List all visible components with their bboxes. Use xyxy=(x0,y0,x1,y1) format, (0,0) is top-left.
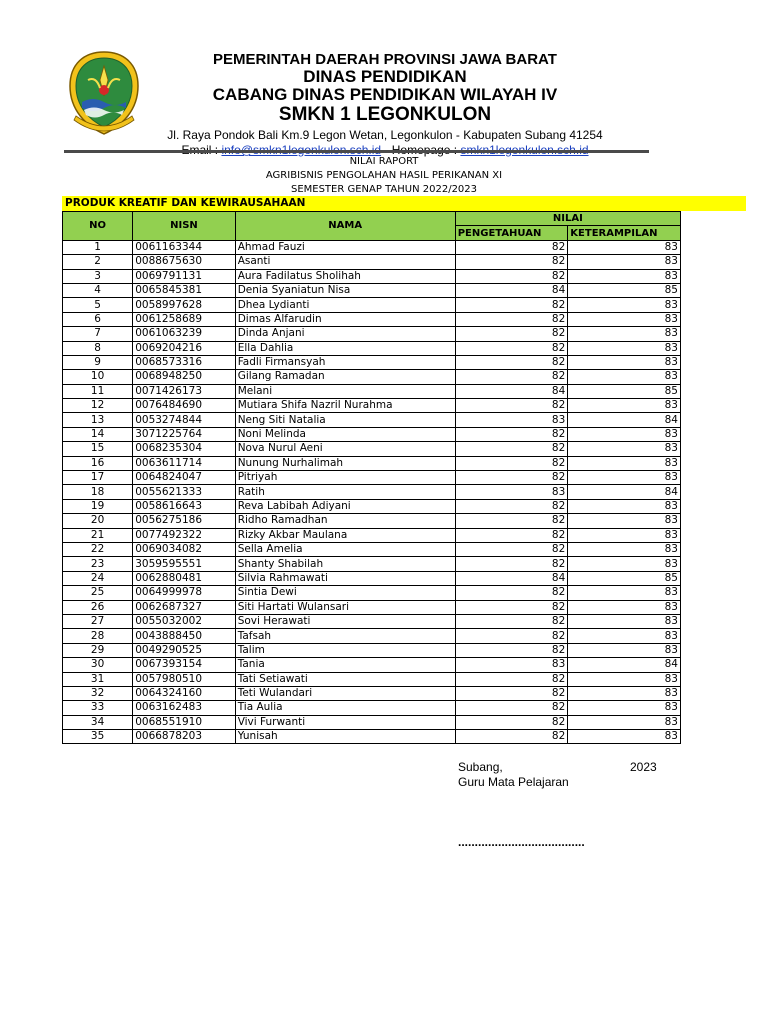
table-row xyxy=(63,269,681,283)
table-row xyxy=(63,283,681,297)
table-row xyxy=(63,715,681,729)
row-pengetahuan: 82 xyxy=(455,269,568,283)
row-pengetahuan: 82 xyxy=(455,427,568,441)
grades-table xyxy=(62,211,681,744)
row-pengetahuan: 82 xyxy=(455,355,568,369)
row-keterampilan: 83 xyxy=(568,542,681,556)
row-pengetahuan: 83 xyxy=(455,413,568,427)
table-row xyxy=(63,514,681,528)
row-no: 24 xyxy=(63,571,133,585)
row-keterampilan: 83 xyxy=(568,341,681,355)
row-keterampilan: 83 xyxy=(568,730,681,744)
table-row xyxy=(63,442,681,456)
row-nama: Silvia Rahmawati xyxy=(235,571,455,585)
row-nama: Ahmad Fauzi xyxy=(235,240,455,254)
signature-place: Subang, xyxy=(458,760,503,774)
table-row xyxy=(63,600,681,614)
row-no: 15 xyxy=(63,442,133,456)
row-keterampilan: 83 xyxy=(568,528,681,542)
row-no: 10 xyxy=(63,370,133,384)
row-nama: Ella Dahlia xyxy=(235,341,455,355)
table-row xyxy=(63,629,681,643)
table-row xyxy=(63,327,681,341)
row-keterampilan: 83 xyxy=(568,370,681,384)
row-nama: Tia Aulia xyxy=(235,701,455,715)
row-nisn: 0055621333 xyxy=(133,485,235,499)
row-keterampilan: 83 xyxy=(568,255,681,269)
row-no: 35 xyxy=(63,730,133,744)
row-pengetahuan: 82 xyxy=(455,614,568,628)
row-pengetahuan: 82 xyxy=(455,399,568,413)
row-keterampilan: 83 xyxy=(568,715,681,729)
row-nama: Yunisah xyxy=(235,730,455,744)
row-no: 30 xyxy=(63,658,133,672)
row-nisn: 3071225764 xyxy=(133,427,235,441)
table-row xyxy=(63,586,681,600)
row-nama: Sintia Dewi xyxy=(235,586,455,600)
row-no: 11 xyxy=(63,384,133,398)
row-keterampilan: 83 xyxy=(568,269,681,283)
row-pengetahuan: 82 xyxy=(455,542,568,556)
row-pengetahuan: 82 xyxy=(455,629,568,643)
row-keterampilan: 83 xyxy=(568,672,681,686)
table-row xyxy=(63,672,681,686)
report-title: NILAI RAPORT xyxy=(349,156,419,167)
row-no: 20 xyxy=(63,514,133,528)
row-keterampilan: 83 xyxy=(568,686,681,700)
table-row xyxy=(63,658,681,672)
row-nisn: 0068551910 xyxy=(133,715,235,729)
row-no: 33 xyxy=(63,701,133,715)
table-row xyxy=(63,686,681,700)
row-keterampilan: 83 xyxy=(568,471,681,485)
row-nama: Teti Wulandari xyxy=(235,686,455,700)
row-no: 28 xyxy=(63,629,133,643)
row-nisn: 0068235304 xyxy=(133,442,235,456)
row-nisn: 0055032002 xyxy=(133,614,235,628)
row-nisn: 0061258689 xyxy=(133,312,235,326)
row-pengetahuan: 82 xyxy=(455,240,568,254)
table-row xyxy=(63,298,681,312)
row-no: 14 xyxy=(63,427,133,441)
table-row xyxy=(63,255,681,269)
table-row xyxy=(63,456,681,470)
row-pengetahuan: 82 xyxy=(455,730,568,744)
row-pengetahuan: 82 xyxy=(455,255,568,269)
row-pengetahuan: 82 xyxy=(455,701,568,715)
row-pengetahuan: 82 xyxy=(455,370,568,384)
row-pengetahuan: 83 xyxy=(455,658,568,672)
row-no: 12 xyxy=(63,399,133,413)
row-nama: Tati Setiawati xyxy=(235,672,455,686)
school-name: SMKN 1 LEGONKULON xyxy=(278,104,492,125)
row-keterampilan: 83 xyxy=(568,643,681,657)
row-nama: Melani xyxy=(235,384,455,398)
row-keterampilan: 85 xyxy=(568,283,681,297)
row-no: 5 xyxy=(63,298,133,312)
school-address: Jl. Raya Pondok Bali Km.9 Legon Wetan, Legonkulon - Kabupaten Subang 41254 xyxy=(167,128,603,142)
row-nama: Talim xyxy=(235,643,455,657)
row-nisn: 0067393154 xyxy=(133,658,235,672)
table-row xyxy=(63,571,681,585)
row-keterampilan: 83 xyxy=(568,442,681,456)
table-row xyxy=(63,528,681,542)
row-nama: Asanti xyxy=(235,255,455,269)
header-nisn: NISN xyxy=(133,212,235,241)
report-titles xyxy=(0,155,768,197)
table-row xyxy=(63,557,681,571)
row-nama: Nunung Nurhalimah xyxy=(235,456,455,470)
row-keterampilan: 83 xyxy=(568,355,681,369)
table-row xyxy=(63,355,681,369)
row-pengetahuan: 82 xyxy=(455,557,568,571)
signature-block xyxy=(458,760,698,849)
row-no: 16 xyxy=(63,456,133,470)
row-keterampilan: 83 xyxy=(568,298,681,312)
signature-role: Guru Mata Pelajaran xyxy=(458,775,569,789)
row-nama: Denia Syaniatun Nisa xyxy=(235,283,455,297)
row-nisn: 0088675630 xyxy=(133,255,235,269)
subject-banner: PRODUK KREATIF DAN KEWIRAUSAHAAN xyxy=(62,196,746,211)
row-nisn: 0063162483 xyxy=(133,701,235,715)
row-pengetahuan: 82 xyxy=(455,327,568,341)
row-nisn: 0061163344 xyxy=(133,240,235,254)
row-no: 31 xyxy=(63,672,133,686)
row-nama: Tania xyxy=(235,658,455,672)
row-keterampilan: 83 xyxy=(568,557,681,571)
row-keterampilan: 84 xyxy=(568,413,681,427)
row-no: 22 xyxy=(63,542,133,556)
table-row xyxy=(63,471,681,485)
government-name: PEMERINTAH DAERAH PROVINSI JAWA BARAT xyxy=(213,51,557,68)
row-no: 2 xyxy=(63,255,133,269)
row-keterampilan: 84 xyxy=(568,658,681,672)
table-row xyxy=(63,730,681,744)
row-pengetahuan: 82 xyxy=(455,341,568,355)
row-no: 13 xyxy=(63,413,133,427)
row-nama: Mutiara Shifa Nazril Nurahma xyxy=(235,399,455,413)
table-row xyxy=(63,384,681,398)
row-pengetahuan: 82 xyxy=(455,514,568,528)
row-nama: Sella Amelia xyxy=(235,542,455,556)
row-no: 4 xyxy=(63,283,133,297)
row-pengetahuan: 82 xyxy=(455,471,568,485)
table-row xyxy=(63,542,681,556)
row-nama: Pitriyah xyxy=(235,471,455,485)
row-keterampilan: 83 xyxy=(568,399,681,413)
row-nama: Dinda Anjani xyxy=(235,327,455,341)
row-nisn: 0064999978 xyxy=(133,586,235,600)
row-nama: Dhea Lydianti xyxy=(235,298,455,312)
row-nisn: 0076484690 xyxy=(133,399,235,413)
letterhead-divider xyxy=(64,150,649,153)
table-row xyxy=(63,341,681,355)
row-pengetahuan: 82 xyxy=(455,586,568,600)
row-nisn: 3059595551 xyxy=(133,557,235,571)
row-keterampilan: 83 xyxy=(568,327,681,341)
row-no: 6 xyxy=(63,312,133,326)
west-java-emblem-icon xyxy=(66,50,142,136)
row-pengetahuan: 82 xyxy=(455,456,568,470)
row-nama: Ratih xyxy=(235,485,455,499)
row-nisn: 0064824047 xyxy=(133,471,235,485)
row-keterampilan: 83 xyxy=(568,701,681,715)
department-name: DINAS PENDIDIKAN xyxy=(303,67,467,86)
row-keterampilan: 85 xyxy=(568,384,681,398)
grades-body xyxy=(63,240,681,744)
row-keterampilan: 83 xyxy=(568,312,681,326)
row-keterampilan: 83 xyxy=(568,586,681,600)
row-pengetahuan: 84 xyxy=(455,571,568,585)
row-no: 8 xyxy=(63,341,133,355)
row-keterampilan: 83 xyxy=(568,456,681,470)
report-semester: SEMESTER GENAP TAHUN 2022/2023 xyxy=(290,184,478,195)
table-row xyxy=(63,643,681,657)
row-no: 29 xyxy=(63,643,133,657)
letterhead-text xyxy=(150,52,620,158)
row-nama: Noni Melinda xyxy=(235,427,455,441)
signature-year: 2023 xyxy=(630,760,657,774)
header-row xyxy=(63,212,681,226)
row-no: 23 xyxy=(63,557,133,571)
row-no: 27 xyxy=(63,614,133,628)
letterhead xyxy=(0,0,768,160)
row-pengetahuan: 82 xyxy=(455,499,568,513)
row-nama: Aura Fadilatus Sholihah xyxy=(235,269,455,283)
row-keterampilan: 83 xyxy=(568,514,681,528)
row-pengetahuan: 82 xyxy=(455,686,568,700)
row-nama: Neng Siti Natalia xyxy=(235,413,455,427)
row-nama: Vivi Furwanti xyxy=(235,715,455,729)
row-nama: Shanty Shabilah xyxy=(235,557,455,571)
row-nisn: 0064324160 xyxy=(133,686,235,700)
row-nisn: 0069204216 xyxy=(133,341,235,355)
row-no: 32 xyxy=(63,686,133,700)
table-row xyxy=(63,370,681,384)
row-keterampilan: 84 xyxy=(568,485,681,499)
header-nilai: NILAI xyxy=(455,212,680,226)
table-row xyxy=(63,427,681,441)
table-row xyxy=(63,614,681,628)
signature-line: ...................................... xyxy=(458,835,585,849)
table-row xyxy=(63,701,681,715)
row-nisn: 0056275186 xyxy=(133,514,235,528)
row-nisn: 0071426173 xyxy=(133,384,235,398)
header-no: NO xyxy=(63,212,133,241)
row-nama: Nova Nurul Aeni xyxy=(235,442,455,456)
branch-name: CABANG DINAS PENDIDIKAN WILAYAH IV xyxy=(212,85,558,104)
row-nama: Gilang Ramadan xyxy=(235,370,455,384)
row-keterampilan: 83 xyxy=(568,427,681,441)
row-nama: Rizky Akbar Maulana xyxy=(235,528,455,542)
row-no: 17 xyxy=(63,471,133,485)
row-pengetahuan: 82 xyxy=(455,312,568,326)
row-nisn: 0062880481 xyxy=(133,571,235,585)
row-nisn: 0049290525 xyxy=(133,643,235,657)
report-program: AGRIBISNIS PENGOLAHAN HASIL PERIKANAN XI xyxy=(265,170,503,181)
row-nisn: 0069034082 xyxy=(133,542,235,556)
row-pengetahuan: 82 xyxy=(455,528,568,542)
row-no: 1 xyxy=(63,240,133,254)
row-pengetahuan: 84 xyxy=(455,283,568,297)
header-nama: NAMA xyxy=(235,212,455,241)
row-nisn: 0065845381 xyxy=(133,283,235,297)
row-no: 19 xyxy=(63,499,133,513)
row-pengetahuan: 84 xyxy=(455,384,568,398)
table-row xyxy=(63,399,681,413)
row-nisn: 0058616643 xyxy=(133,499,235,513)
row-no: 3 xyxy=(63,269,133,283)
row-keterampilan: 83 xyxy=(568,499,681,513)
row-no: 21 xyxy=(63,528,133,542)
row-pengetahuan: 82 xyxy=(455,442,568,456)
row-keterampilan: 85 xyxy=(568,571,681,585)
row-nisn: 0066878203 xyxy=(133,730,235,744)
row-nisn: 0062687327 xyxy=(133,600,235,614)
row-nama: Reva Labibah Adiyani xyxy=(235,499,455,513)
row-nisn: 0043888450 xyxy=(133,629,235,643)
row-nisn: 0053274844 xyxy=(133,413,235,427)
row-nisn: 0068573316 xyxy=(133,355,235,369)
row-keterampilan: 83 xyxy=(568,600,681,614)
table-row xyxy=(63,413,681,427)
row-pengetahuan: 82 xyxy=(455,672,568,686)
row-no: 25 xyxy=(63,586,133,600)
table-row xyxy=(63,240,681,254)
row-nisn: 0068948250 xyxy=(133,370,235,384)
row-nisn: 0061063239 xyxy=(133,327,235,341)
row-nama: Sovi Herawati xyxy=(235,614,455,628)
row-keterampilan: 83 xyxy=(568,614,681,628)
row-nama: Dimas Alfarudin xyxy=(235,312,455,326)
row-keterampilan: 83 xyxy=(568,629,681,643)
row-no: 26 xyxy=(63,600,133,614)
row-pengetahuan: 82 xyxy=(455,715,568,729)
row-no: 18 xyxy=(63,485,133,499)
row-nisn: 0063611714 xyxy=(133,456,235,470)
row-nisn: 0058997628 xyxy=(133,298,235,312)
row-nisn: 0057980510 xyxy=(133,672,235,686)
table-row xyxy=(63,312,681,326)
header-pengetahuan: PENGETAHUAN xyxy=(455,226,568,240)
row-pengetahuan: 82 xyxy=(455,298,568,312)
row-nama: Siti Hartati Wulansari xyxy=(235,600,455,614)
row-nama: Ridho Ramadhan xyxy=(235,514,455,528)
table-row xyxy=(63,499,681,513)
row-no: 34 xyxy=(63,715,133,729)
row-nama: Tafsah xyxy=(235,629,455,643)
row-keterampilan: 83 xyxy=(568,240,681,254)
row-no: 7 xyxy=(63,327,133,341)
row-nisn: 0077492322 xyxy=(133,528,235,542)
row-no: 9 xyxy=(63,355,133,369)
row-nisn: 0069791131 xyxy=(133,269,235,283)
row-pengetahuan: 82 xyxy=(455,643,568,657)
table-row xyxy=(63,485,681,499)
row-pengetahuan: 82 xyxy=(455,600,568,614)
row-pengetahuan: 83 xyxy=(455,485,568,499)
header-keterampilan: KETERAMPILAN xyxy=(568,226,681,240)
row-nama: Fadli Firmansyah xyxy=(235,355,455,369)
